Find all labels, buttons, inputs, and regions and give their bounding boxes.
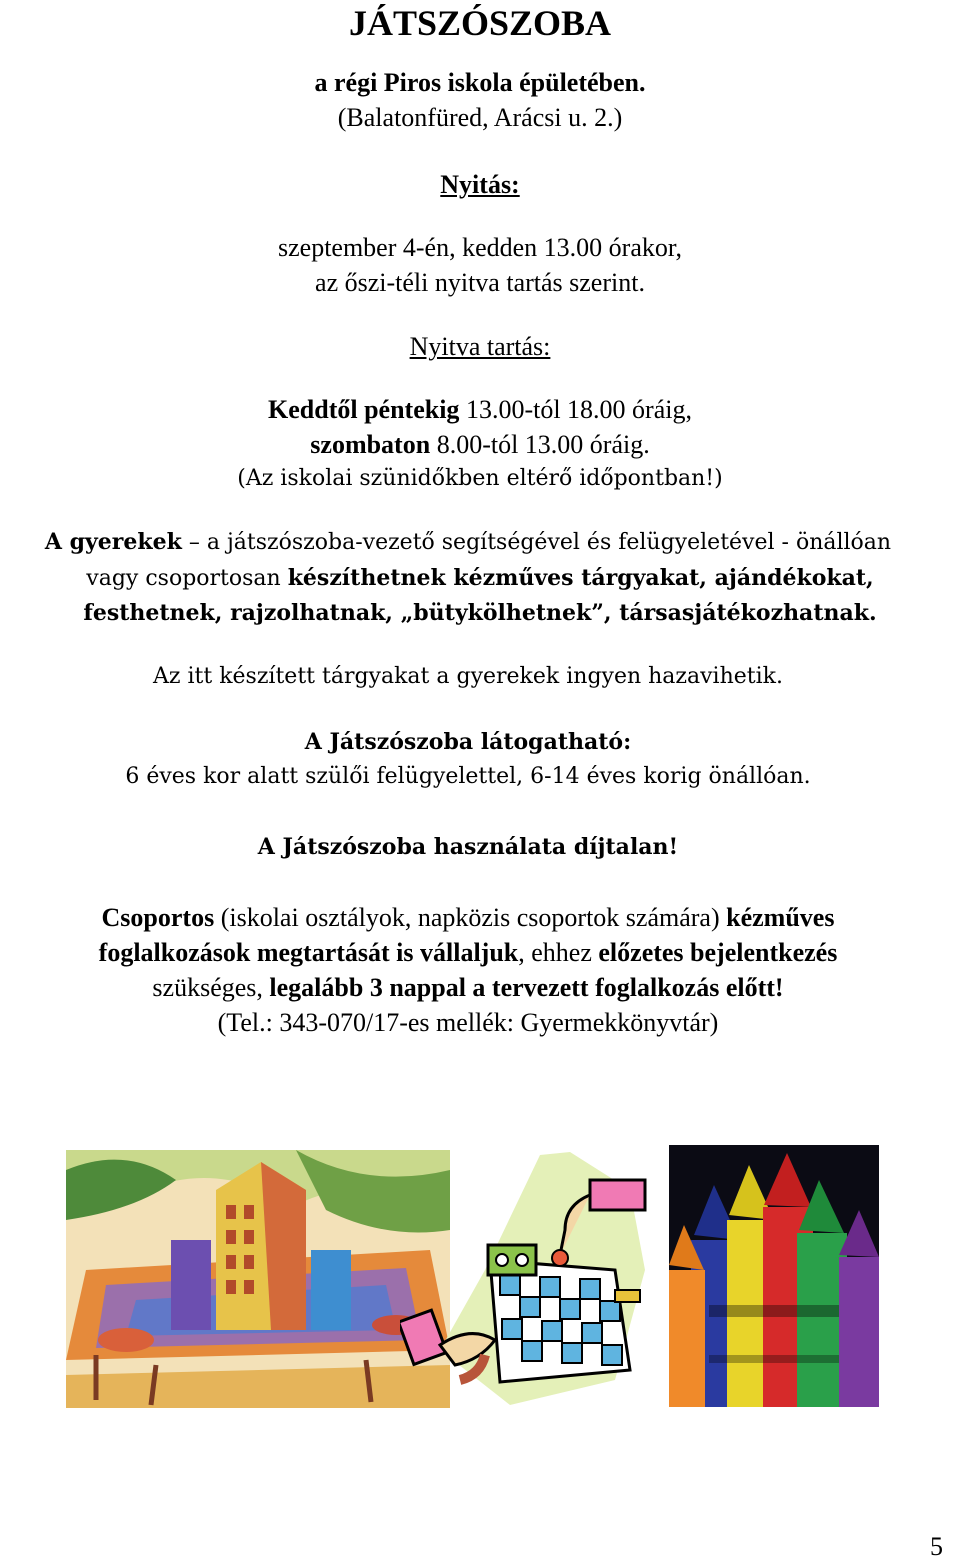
visiting-rule: 6 éves kor alatt szülői felügyelettel, 6-14 éves korig önállóan. [125,764,811,789]
hours-saturday-bold: szombaton [310,430,431,459]
activities-line-3 [0,600,960,626]
activities-plain-b: vagy csoportosan [86,566,288,591]
hours-weekday [0,395,960,425]
hours-heading: Nyitva tartás: [409,332,551,361]
page-title: JÁTSZÓSZOBA [348,3,612,43]
groups-bold-e: legalább 3 nappal a tervezett foglalkozás előtt! [269,973,784,1002]
hours-note: (Az iskolai szünidőkben eltérő időpontban!) [237,466,723,491]
hours-weekday-rest: 13.00-tól 18.00 óráig, [459,395,692,424]
opening-line-1: szeptember 4-én, kedden 13.00 órakor, [278,233,682,262]
tower-painting-icon [66,1150,450,1408]
groups-line-1 [0,903,948,933]
groups-bold-d: előzetes bejelentkezés [598,938,838,967]
page-number: 5 [930,1532,943,1561]
address-line: (Balatonfüred, Arácsi u. 2.) [337,103,623,132]
groups-line-2 [0,938,948,968]
activities-line-2 [0,565,960,591]
groups-phone: (Tel.: 343-070/17-es mellék: Gyermekkönyvtár) [217,1008,719,1037]
activities-rest-a: – a játszószoba-vezető segítségével és felügyeletével - önállóan [181,530,892,555]
groups-bold-b: kézműves [726,903,835,932]
groups-line-3 [0,973,948,1003]
crayons-photo-icon [669,1145,879,1407]
activities-bold-a: A gyerekek [44,529,182,555]
hours-weekday-bold: Keddtől péntekig [268,395,460,424]
activities-line-1 [0,529,948,555]
groups-bold-c: foglalkozások megtartását is vállaljuk [98,938,519,967]
hours-saturday [0,430,960,460]
groups-plain-c: szükséges, [152,973,270,1002]
activities-bold-c: festhetnek, rajzolhatnak, „bütykölhetnek”, társasjátékozhatnak. [83,600,877,626]
free-use-line: A Játszószoba használata díjtalan! [257,834,679,860]
visiting-heading: A Játszószoba látogatható: [304,729,632,755]
hours-saturday-rest: 8.00-tól 13.00 óráig. [430,430,650,459]
location-line: a régi Piros iskola épületében. [314,68,646,97]
groups-plain-a: (iskolai osztályok, napközis csoportok számára) [214,903,727,932]
opening-heading: Nyitás: [440,170,520,199]
board-game-hands-icon [400,1150,650,1410]
groups-plain-b: , ehhez [518,938,599,967]
activities-bold-b: készíthetnek kézműves tárgyakat, ajándékokat, [287,565,874,591]
opening-line-2: az őszi-téli nyitva tartás szerint. [315,268,645,297]
takehome-line: Az itt készített tárgyakat a gyerekek ingyen hazavihetik. [153,664,783,689]
groups-bold-a: Csoportos [101,903,215,932]
